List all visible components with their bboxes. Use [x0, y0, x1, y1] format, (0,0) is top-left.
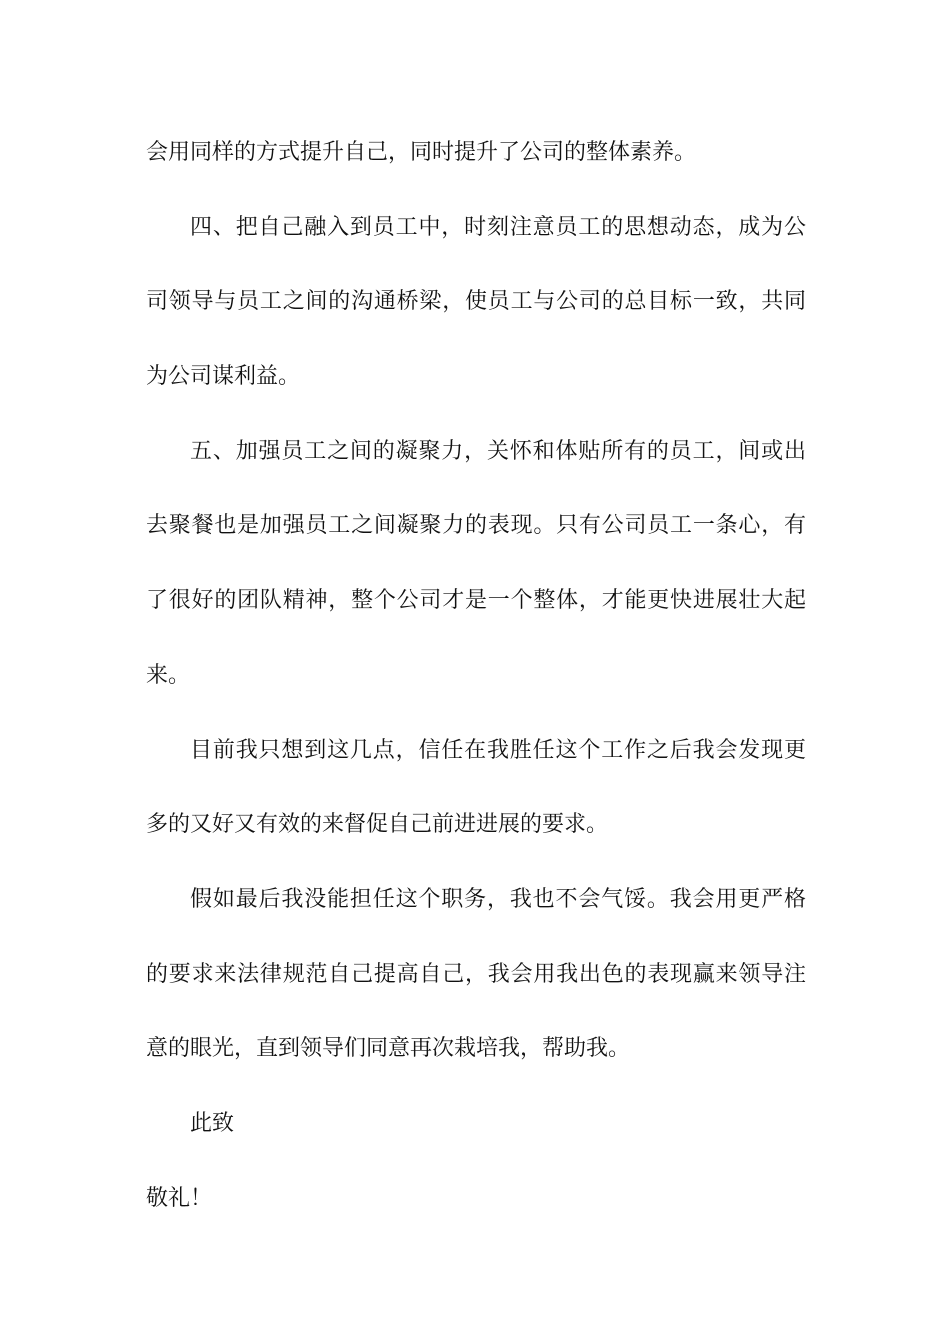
paragraph-line: 会用同样的方式提升自己，同时提升了公司的整体素养。: [146, 140, 697, 165]
closing-salutation: 此致: [190, 1110, 235, 1136]
paragraph-line: 司领导与员工之间的沟通桥梁，使员工与公司的总目标一致，共同: [146, 289, 806, 315]
paragraph-line: 多的又好又有效的来督促自己前进进展的要求。: [146, 812, 609, 838]
paragraph-line: 去聚餐也是加强员工之间凝聚力的表现。只有公司员工一条心，有: [146, 513, 806, 539]
paragraph-line: 来。: [146, 662, 191, 688]
letter-body: [146, 130, 806, 1250]
paragraph-line: 目前我只想到这几点，信任在我胜任这个工作之后我会发现更: [190, 737, 806, 763]
paragraph-line: 了很好的团队精神，整个公司才是一个整体，才能更快进展壮大起: [146, 588, 806, 614]
paragraph-line: 意的眼光，直到领导们同意再次栽培我，帮助我。: [146, 1036, 631, 1062]
paragraph-line: 五、加强员工之间的凝聚力，关怀和体贴所有的员工，间或出: [190, 438, 806, 464]
paragraph-line: 四、把自己融入到员工中，时刻注意员工的思想动态，成为公: [190, 214, 806, 240]
paragraph-line: 假如最后我没能担任这个职务，我也不会气馁。我会用更严格: [190, 886, 806, 912]
paragraph-line: 为公司谋利益。: [146, 364, 301, 390]
paragraph-line: 的要求来法律规范自己提高自己，我会用我出色的表现赢来领导注: [146, 961, 806, 987]
closing-regards: 敬礼！: [146, 1185, 213, 1211]
